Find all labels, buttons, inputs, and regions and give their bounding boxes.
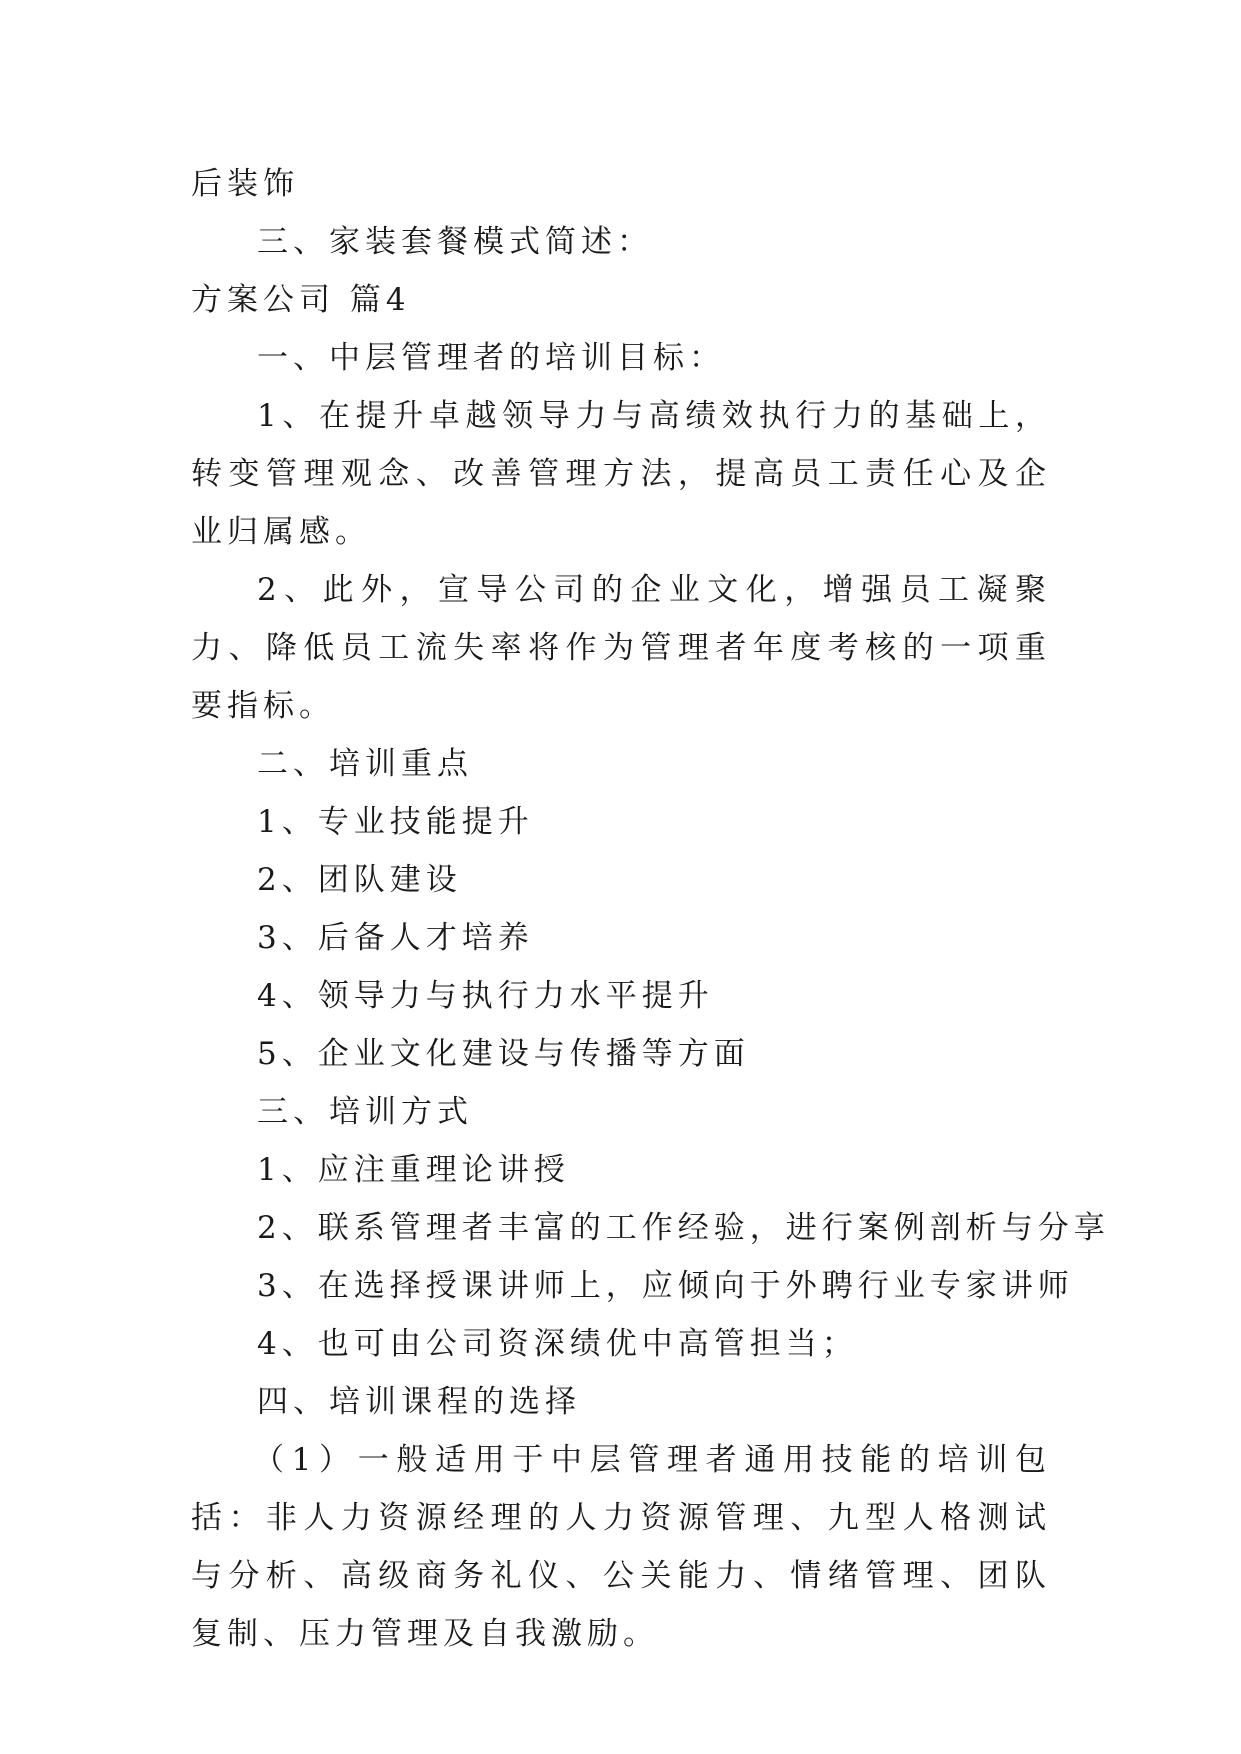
goal-paragraph-1: 1、在提升卓越领导力与高绩效执行力的基础上，转变管理观念、改善管理方法，提高员工责任心及企业归属感。 [191, 398, 1051, 550]
continuation-line: 后装饰 [191, 166, 299, 202]
section-heading-course-selection: 四、培训课程的选择 [257, 1384, 581, 1420]
list-item: 3、后备人才培养 [257, 920, 534, 956]
section-heading-training-methods: 三、培训方式 [257, 1094, 473, 1130]
course-paragraph-1: （1）一般适用于中层管理者通用技能的培训包括：非人力资源经理的人力资源管理、九型人格测试与分析、高级商务礼仪、公关能力、情绪管理、团队复制、压力管理及自我激励。 [191, 1442, 1051, 1652]
list-item: 2、团队建设 [257, 862, 462, 898]
list-item: 4、也可由公司资深绩优中高管担当； [257, 1326, 858, 1362]
article-title: 方案公司 篇4 [191, 282, 411, 318]
document-body [191, 155, 1110, 1663]
section-heading-training-goals: 一、中层管理者的培训目标： [257, 340, 725, 376]
list-item: 2、联系管理者丰富的工作经验，进行案例剖析与分享 [257, 1210, 1110, 1246]
list-item: 4、领导力与执行力水平提升 [257, 978, 714, 1014]
list-item: 1、应注重理论讲授 [257, 1152, 570, 1188]
section-heading-package-mode: 三、家装套餐模式简述： [257, 224, 653, 260]
list-item: 5、企业文化建设与传播等方面 [257, 1036, 750, 1072]
goal-paragraph-2: 2、此外，宣导公司的企业文化，增强员工凝聚力、降低员工流失率将作为管理者年度考核的一项重要指标。 [191, 572, 1051, 724]
list-item: 3、在选择授课讲师上，应倾向于外聘行业专家讲师 [257, 1268, 1074, 1304]
section-heading-training-focus: 二、培训重点 [257, 746, 473, 782]
list-item: 1、专业技能提升 [257, 804, 534, 840]
